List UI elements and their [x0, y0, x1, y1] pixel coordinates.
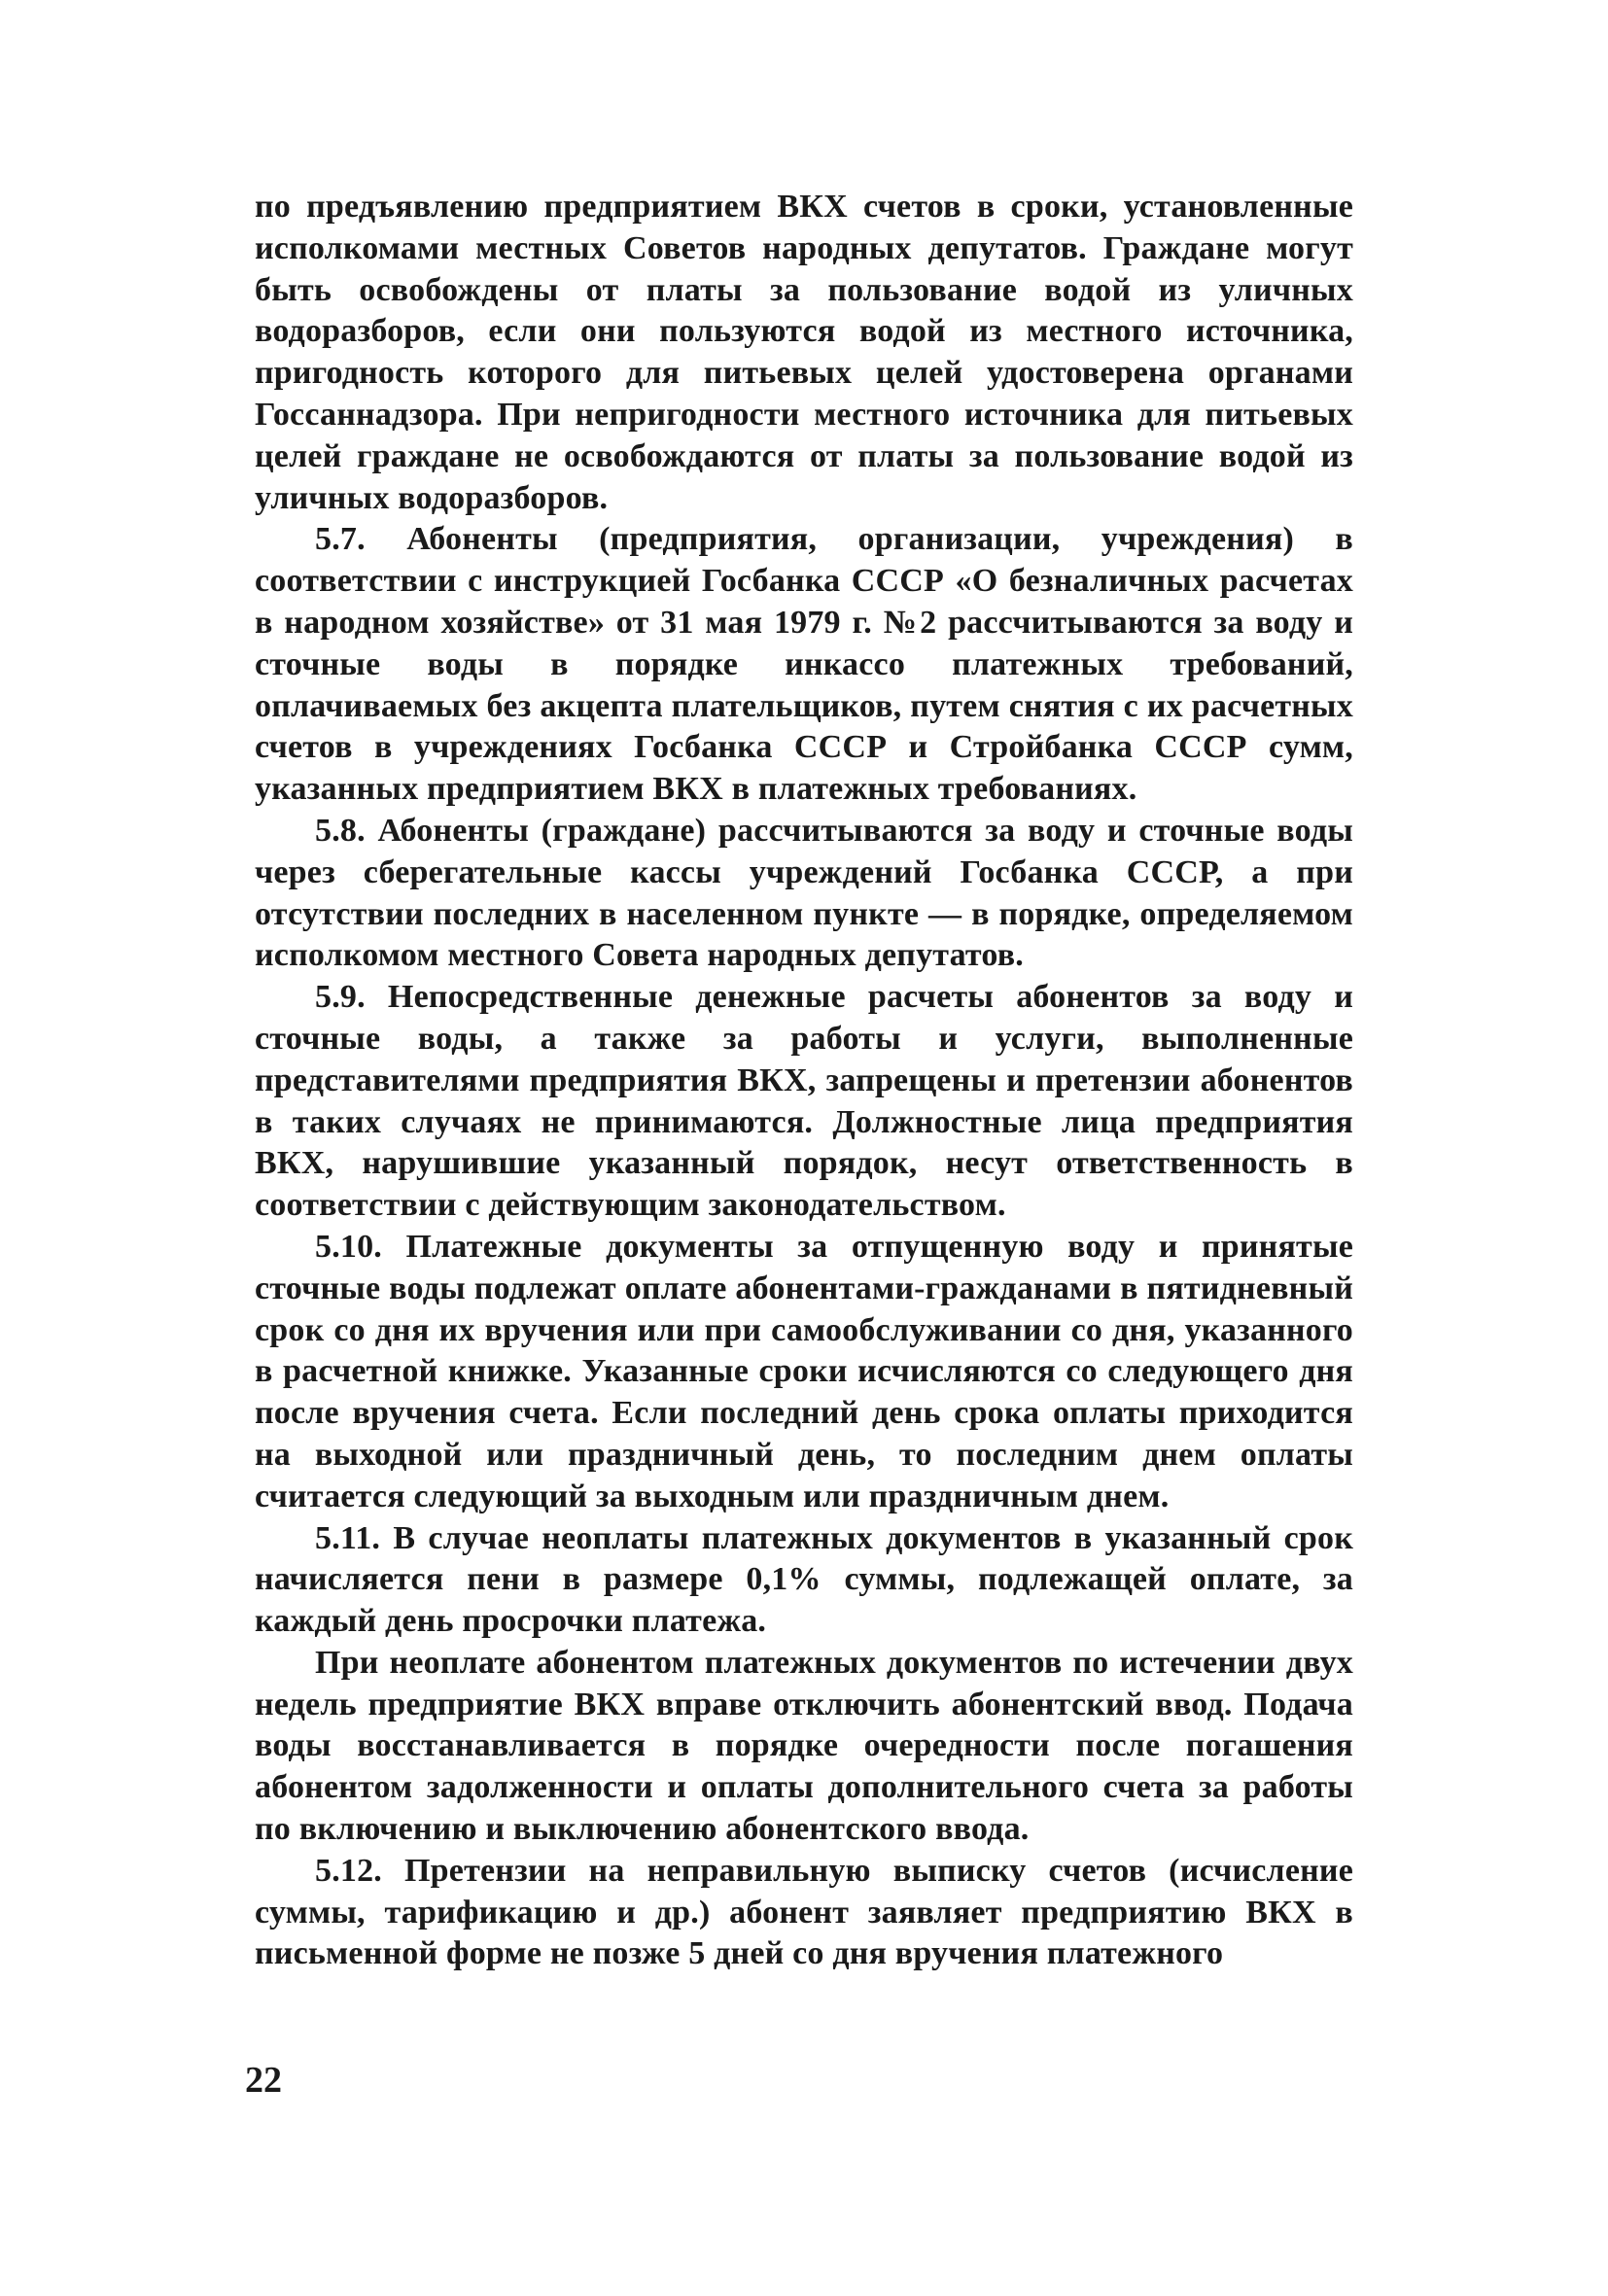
- paragraph-5-11: 5.11. В случае неоплаты платежных документов в указанный срок начисляется пени в размере 0,1% суммы, подлежащей оплате, за каждый день просрочки платежа.: [255, 1519, 1353, 1640]
- page-number: 22: [245, 2060, 282, 2101]
- paragraph-5-12: 5.12. Претензии на неправильную выписку счетов (исчисление суммы, тарификацию и др.) абонент заявляет предприятию ВКХ в письменной форме не позже 5 дней со дня вручения платежного: [255, 1852, 1353, 1972]
- paragraph-5-10: 5.10. Платежные документы за отпущенную воду и принятые сточные воды подлежат оплате абонентами-гражданами в пятидневный срок со дня их вручения или при самообслуживании со дня, указанного в расчетной книжке. Указанные сроки исчисляются со следующего дня после вручения счета. Если последний день срока оплаты приходится на выходной или праздничный день, то последним днем оплаты считается следующий за выходным или праздничным днем.: [255, 1228, 1353, 1514]
- paragraph-5-9: 5.9. Непосредственные денежные расчеты абонентов за воду и сточные воды, а также за работы и услуги, выполненные представителями предприятия ВКХ, запрещены и претензии абонентов в таких случаях не принимаются. Должностные лица предприятия ВКХ, нарушившие указанный порядок, несут ответственность в соответствии с действующим законодательством.: [255, 979, 1353, 1224]
- paragraph-5-7: 5.7. Абоненты (предприятия, организации, учреждения) в соответствии с инструкцией Госбанка СССР «О безналичных расчетах в народном хозяйстве» от 31 мая 1979 г. №2 рассчитываются за воду и сточные воды в порядке инкассо платежных требований, оплачиваемых без акцепта плательщиков, путем снятия с их расчетных счетов в учреждениях Госбанка СССР и Стройбанка СССР сумм, указанных предприятием ВКХ в платежных требованиях.: [255, 521, 1353, 808]
- body-text: [255, 187, 1353, 1975]
- paragraph-nonpayment: При неоплате абонентом платежных документов по истечении двух недель предприятие ВКХ вправе отключить абонентский ввод. Подача воды восстанавливается в порядке очередности после погашения абонентом задолженности и оплаты дополнительного счета за работы по включению и выключению абонентского ввода.: [255, 1644, 1353, 1848]
- paragraph-continuation: по предъявлению предприятием ВКХ счетов в сроки, установленные исполкомами местных Советов народных депутатов. Граждане могут быть освобождены от платы за пользование водой из уличных водоразборов, если они пользуются водой из местного источника, пригодность которого для питьевых целей удостоверена органами Госсаннадзора. При непригодности местного источника для питьевых целей граждане не освобождаются от платы за пользование водой из уличных водоразборов.: [255, 189, 1353, 516]
- paragraph-5-8: 5.8. Абоненты (граждане) рассчитываются за воду и сточные воды через сберегательные кассы учреждений Госбанка СССР, а при отсутствии последних в населенном пункте — в порядке, определяемом исполкомом местного Совета народных депутатов.: [255, 812, 1353, 974]
